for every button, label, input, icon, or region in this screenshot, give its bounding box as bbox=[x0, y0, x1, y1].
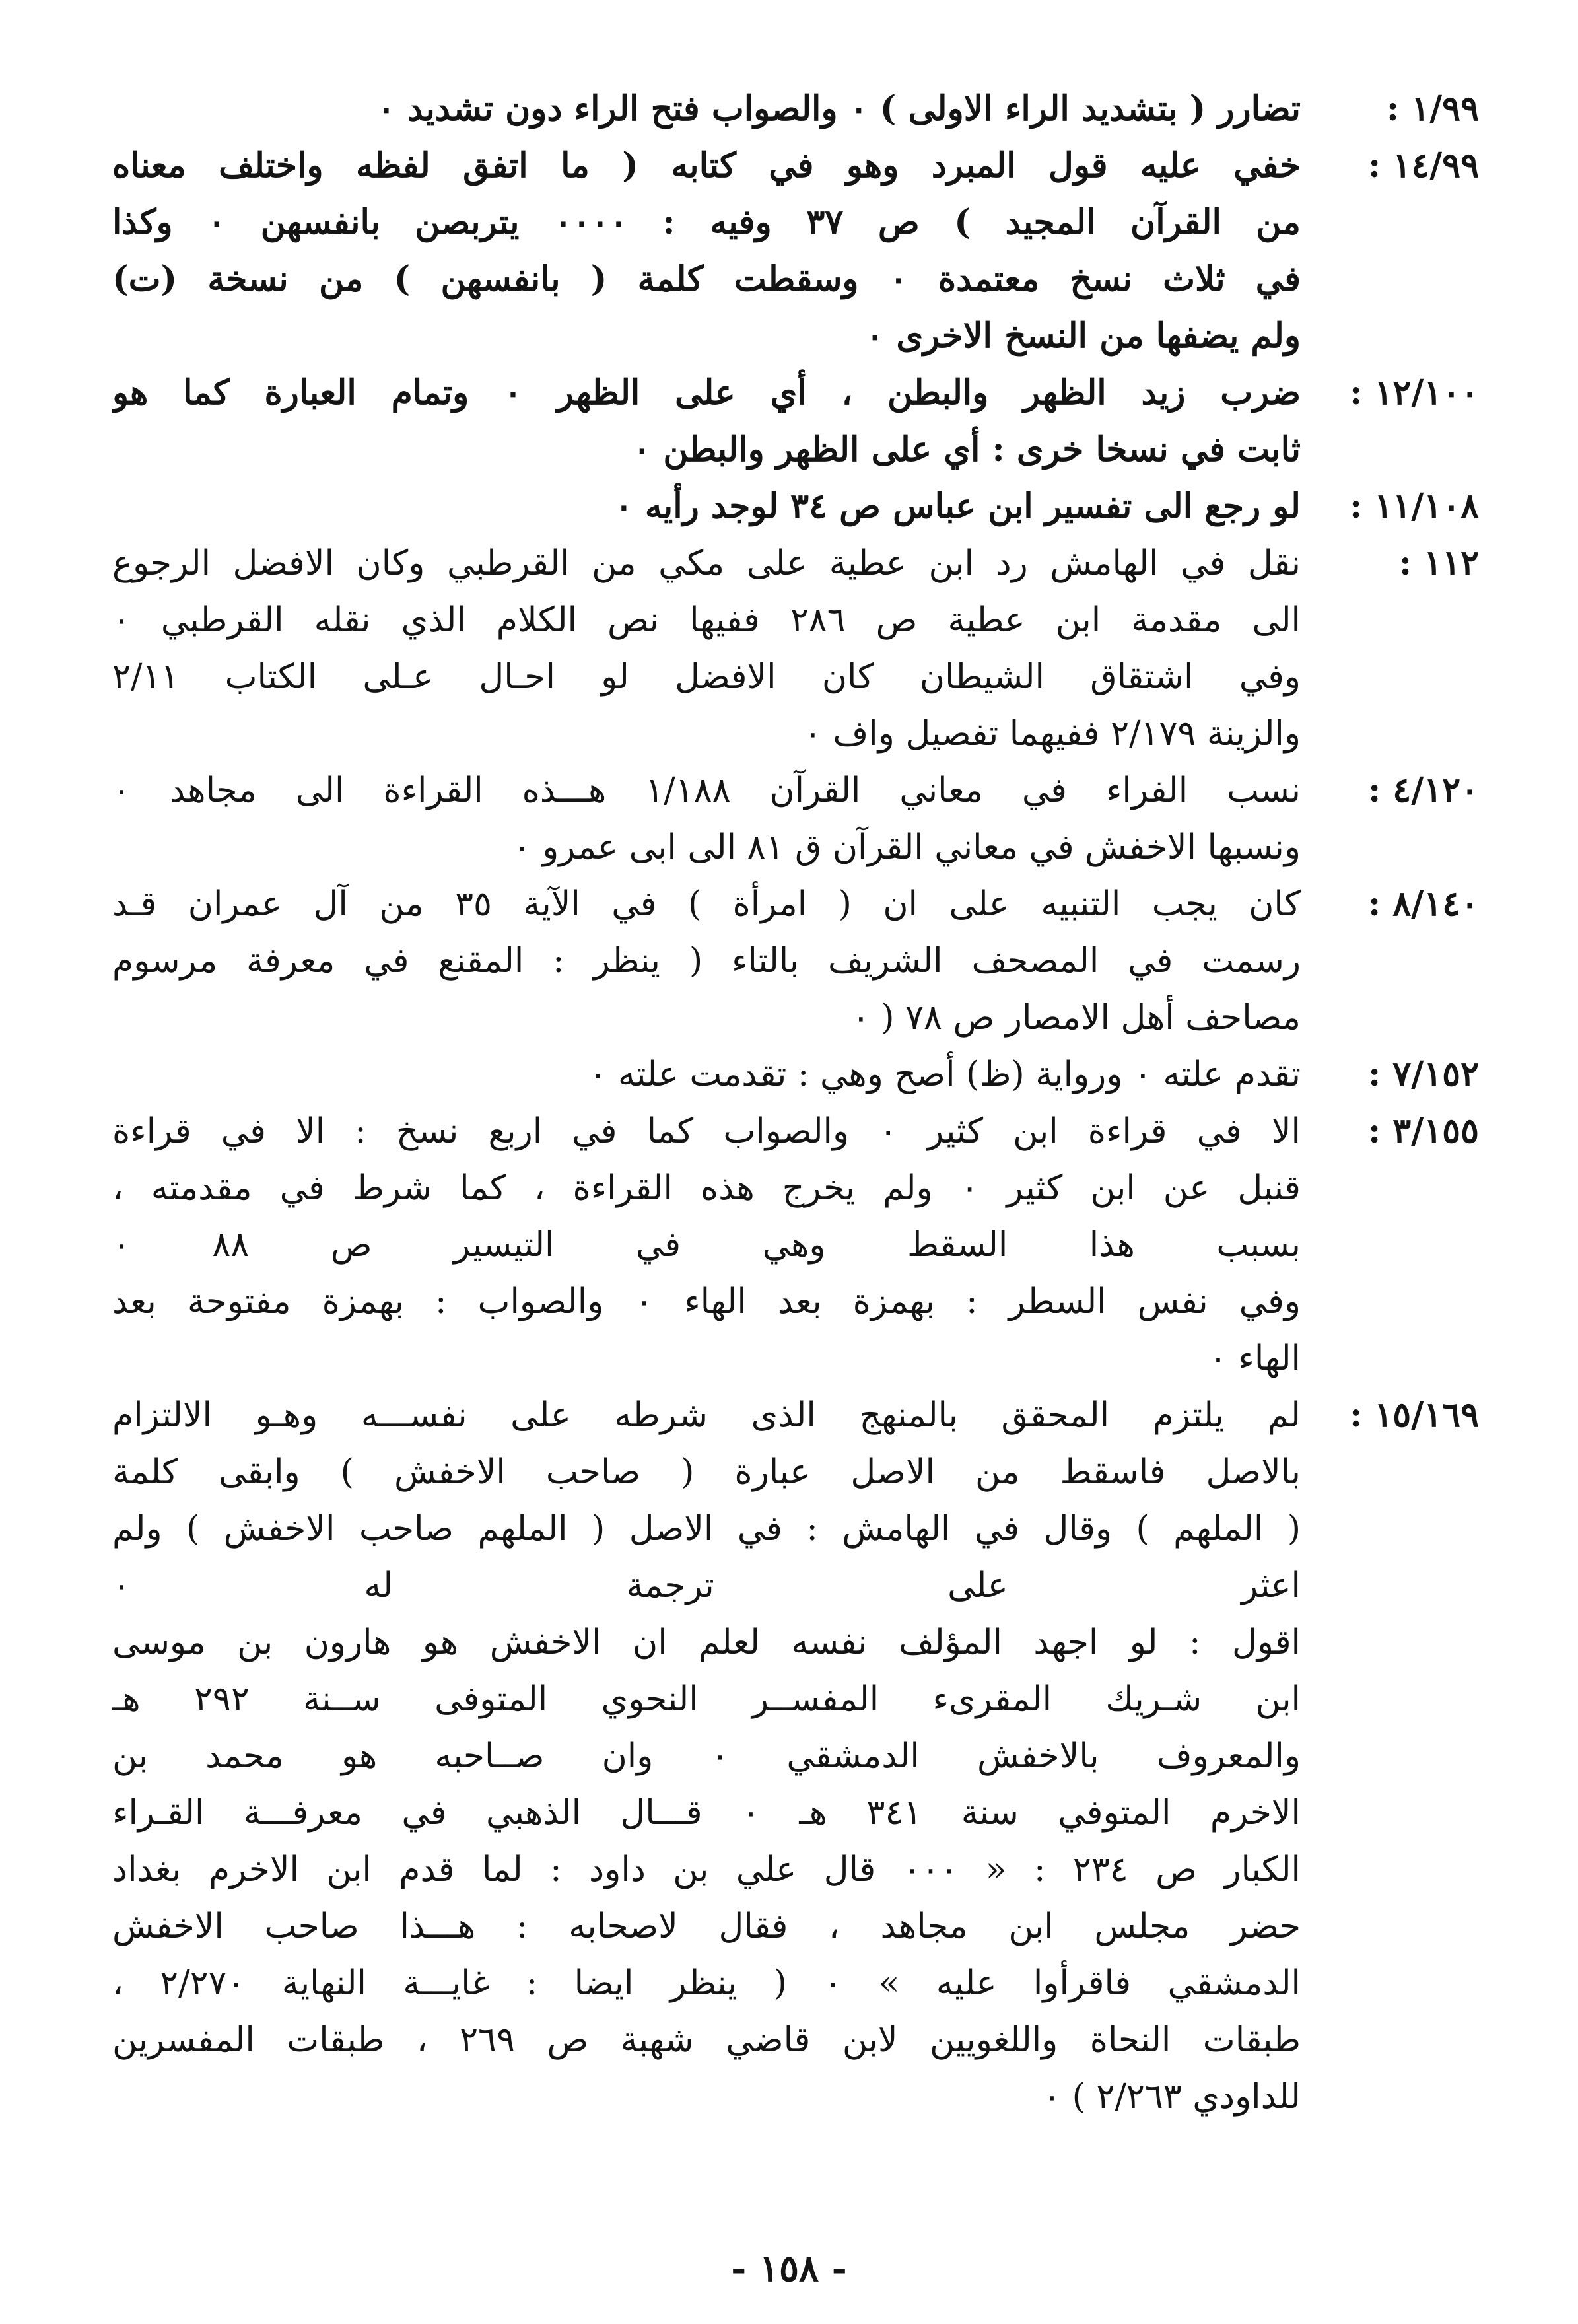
note-line: من القرآن المجيد ) ص ٣٧ وفيه : ٠٠٠٠ يتربصن بانفسهن ٠ وكذا bbox=[112, 202, 1301, 242]
note-entry bbox=[112, 535, 1479, 762]
note-line: تضارر ( بتشديد الراء الاولى ) ٠ والصواب فتح الراء دون تشديد ٠ bbox=[377, 88, 1301, 129]
note-line: مصاحف أهل الامصار ص ٧٨ ( ٠ bbox=[851, 998, 1301, 1038]
note-line: حضر مجلس ابن مجاهد ، فقال لاصحابه : هـــذا صاحب الاخفش bbox=[112, 1907, 1301, 1946]
note-line: نقل في الهامش رد ابن عطية على مكي من القرطبي وكان الافضل الرجوع bbox=[112, 544, 1301, 583]
note-line: ( الملهم ) وقال في الهامش : في الاصل ( الملهم صاحب الاخفش ) ولم bbox=[112, 1509, 1301, 1549]
note-line: ونسبها الاخفش في معاني القرآن ق ٨١ الى ابى عمرو ٠ bbox=[512, 827, 1301, 867]
note-entry bbox=[112, 137, 1479, 365]
page-number: - ١٥٨ - bbox=[731, 2247, 847, 2290]
note-body bbox=[112, 1103, 1301, 1387]
notes-list bbox=[112, 81, 1479, 2125]
note-line: ولم يضفها من النسخ الاخرى ٠ bbox=[866, 316, 1301, 356]
note-line: قنبل عن ابن كثير ٠ ولم يخرج هذه القراءة ، كما شرط في مقدمته ، bbox=[112, 1168, 1301, 1208]
note-line: نسب الفراء في معاني القرآن ١/١٨٨ هـــذه القراءة الى مجاهد ٠ bbox=[112, 771, 1301, 810]
note-entry bbox=[112, 365, 1479, 478]
note-reference: ٨/١٤٠ : bbox=[1367, 884, 1479, 924]
note-entry bbox=[112, 81, 1479, 137]
note-line: طبقات النحاة واللغويين لابن قاضي شهبة ص ٢٦٩ ، طبقات المفسرين bbox=[112, 2020, 1301, 2060]
note-line: الى مقدمة ابن عطية ص ٢٨٦ ففيها نص الكلام الذي نقله القرطبي ٠ bbox=[112, 600, 1301, 640]
note-reference: ١٢/١٠٠ : bbox=[1350, 372, 1479, 413]
note-entry bbox=[112, 478, 1479, 535]
note-body bbox=[112, 1046, 1301, 1103]
note-entry bbox=[112, 762, 1479, 876]
note-line: الهاء ٠ bbox=[1208, 1339, 1301, 1378]
note-line: كان يجب التنبيه على ان ( امرأة ) في الآية ٣٥ من آل عمران قـد bbox=[112, 884, 1301, 924]
note-reference: ١٤/٩٩ : bbox=[1367, 145, 1479, 186]
note-reference: ١١٢ : bbox=[1398, 543, 1479, 583]
note-line: الكبار ص ٢٣٤ : « ٠٠٠ قال علي بن داود : لما قدم ابن الاخرم بغداد bbox=[112, 1850, 1301, 1889]
note-reference: ٣/١٥٥ : bbox=[1367, 1111, 1479, 1151]
note-body bbox=[112, 1387, 1301, 2125]
note-line: ابن شـريك المقرىء المفســر النحوي المتوفى ســنة ٢٩٢ هـ bbox=[112, 1679, 1301, 1719]
note-line: اقول : لو اجهد المؤلف نفسه لعلم ان الاخفش هو هارون بن موسى bbox=[112, 1623, 1301, 1662]
note-line: ضرب زيد الظهر والبطن ، أي على الظهر ٠ وتمام العبارة كما هو bbox=[112, 372, 1301, 413]
note-reference: ٤/١٢٠ : bbox=[1367, 770, 1479, 810]
note-entry bbox=[112, 1387, 1479, 2125]
note-line: والزينة ٢/١٧٩ ففيهما تفصيل واف ٠ bbox=[803, 714, 1301, 754]
note-line: الاخرم المتوفي سنة ٣٤١ هـ ٠ قـــال الذهبي في معرفـــة القـراء bbox=[112, 1793, 1301, 1833]
note-reference: ٧/١٥٢ : bbox=[1367, 1054, 1479, 1094]
note-line: خفي عليه قول المبرد وهو في كتابه ( ما اتفق لفظه واختلف معناه bbox=[112, 145, 1301, 186]
note-body bbox=[112, 535, 1301, 762]
note-line: اعثر على ترجمة له ٠ bbox=[112, 1566, 1301, 1605]
note-line: وفي اشتقاق الشيطان كان الافضل لو احـال عـلى الكتاب ٢/١١ bbox=[112, 657, 1301, 697]
note-entry bbox=[112, 876, 1479, 1046]
note-line: الدمشقي فاقرأوا عليه » ٠ ( ينظر ايضا : غايـــة النهاية ٢/٢٧٠ ، bbox=[112, 1963, 1301, 2003]
note-line: ثابت في نسخا خرى : أي على الظهر والبطن ٠ bbox=[633, 429, 1301, 470]
note-line: للداودي ٢/٢٦٣ ) ٠ bbox=[1043, 2077, 1301, 2117]
note-line: في ثلاث نسخ معتمدة ٠ وسقطت كلمة ( بانفسهن ) من نسخة (ت) bbox=[112, 259, 1301, 299]
note-line: والمعروف بالاخفش الدمشقي ٠ وان صــاحبه هو محمد بن bbox=[112, 1736, 1301, 1776]
note-body bbox=[112, 478, 1301, 535]
note-line: لو رجع الى تفسير ابن عباس ص ٣٤ لوجد رأيه ٠ bbox=[614, 486, 1301, 526]
note-line: الا في قراءة ابن كثير ٠ والصواب كما في اربع نسخ : الا في قراءة bbox=[112, 1111, 1301, 1151]
note-body bbox=[112, 762, 1301, 876]
note-line: بالاصل فاسقط من الاصل عبارة ( صاحب الاخفش ) وابقى كلمة bbox=[112, 1452, 1301, 1492]
note-line: رسمت في المصحف الشريف بالتاء ( ينظر : المقنع في معرفة مرسوم bbox=[112, 941, 1301, 981]
note-line: بسبب هذا السقط وهي في التيسير ص ٨٨ ٠ bbox=[112, 1225, 1301, 1265]
note-body bbox=[112, 365, 1301, 478]
note-body bbox=[112, 137, 1301, 365]
note-body bbox=[112, 81, 1301, 137]
note-reference: ١١/١٠٨ : bbox=[1350, 486, 1479, 526]
note-entry bbox=[112, 1103, 1479, 1387]
note-line: لم يلتزم المحقق بالمنهج الذى شرطه على نفســـه وهـو الالتزام bbox=[112, 1395, 1301, 1435]
note-reference: ١/٩٩ : bbox=[1386, 88, 1479, 129]
note-line: وفي نفس السطر : بهمزة بعد الهاء ٠ والصواب : بهمزة مفتوحة بعد bbox=[112, 1282, 1301, 1321]
note-line: تقدم علته ٠ ورواية (ظ) أصح وهي : تقدمت علته ٠ bbox=[588, 1055, 1301, 1094]
note-reference: ١٥/١٦٩ : bbox=[1350, 1395, 1479, 1435]
note-entry bbox=[112, 1046, 1479, 1103]
note-body bbox=[112, 876, 1301, 1046]
